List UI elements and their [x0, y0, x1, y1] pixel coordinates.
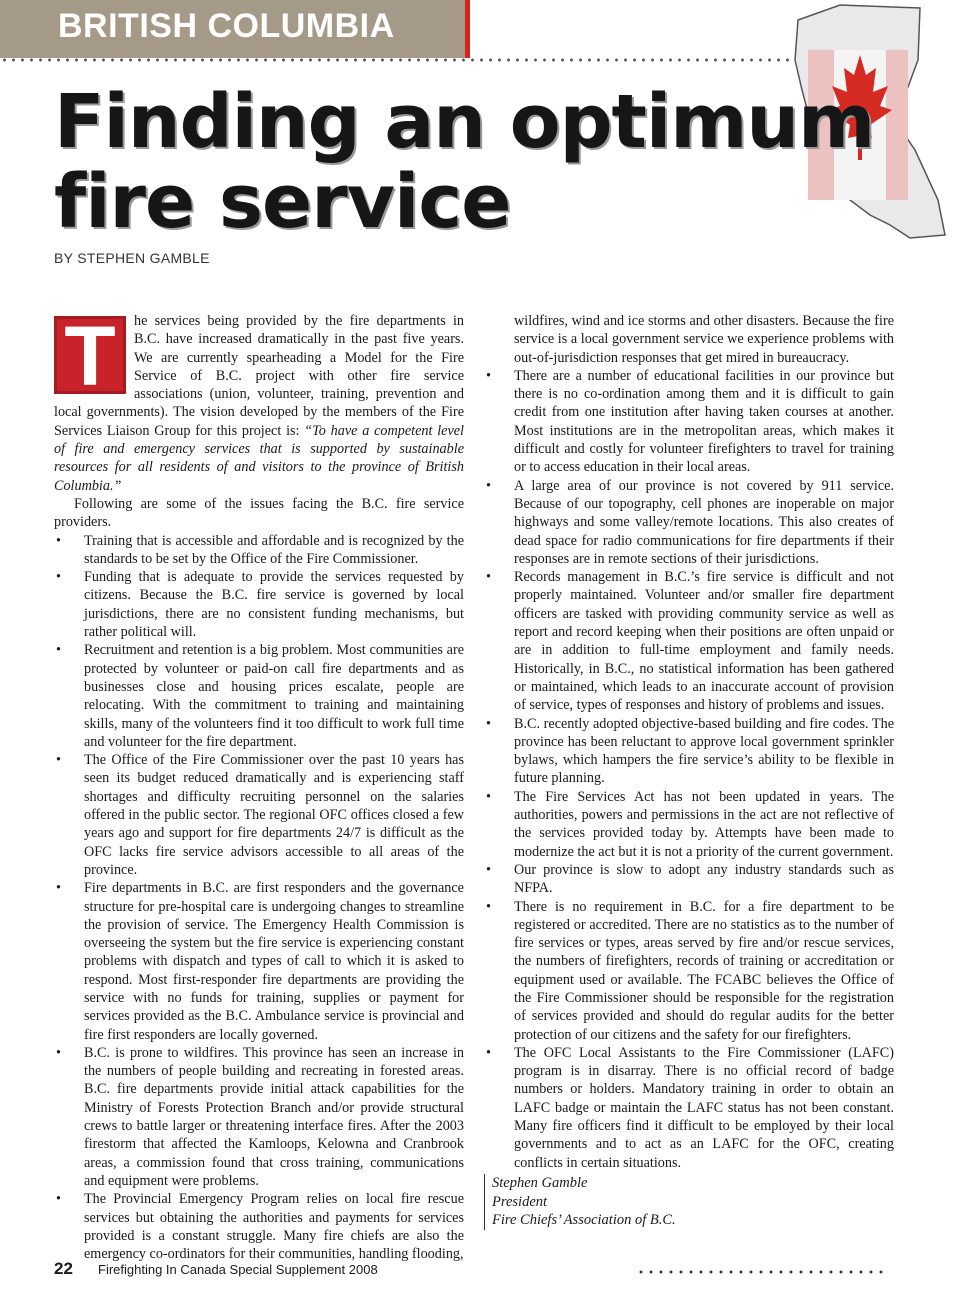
issues-list-left	[54, 532, 464, 1264]
list-item: • Recruitment and retention is a big problem. Most communities are protected by volunteer or paid-on call fire departments and as businesses close and housing prices escalate, people are relocating. With the commitment to training and maintaining skills, many of the volunteers find it too difficult to work full time and volunteer for the fire department.	[54, 641, 464, 751]
article-column-left	[54, 309, 464, 1263]
list-item: • B.C. recently adopted objective-based building and fire codes. The province has been reluctant to approve local government sprinkler bylaws, which hampers the fire service’s ability to be flexible in future planning.	[484, 715, 894, 788]
list-item: • Training that is accessible and affordable and is recognized by the standards to be set by the Office of the Fire Commissioner.	[54, 532, 464, 569]
list-item-continued: wildfires, wind and ice storms and other disasters. Because the fire service is a local government service we experience problems with out-of-jurisdiction responses that get mired in bureaucracy.	[514, 313, 894, 366]
list-item: • The Provincial Emergency Program relies on local fire rescue services but obtaining the authorities and payments for services provided is a constant struggle. Many fire chiefs are also the emergency co-ordinators for their communities, handling flooding,	[54, 1190, 464, 1263]
issues-list-right	[484, 312, 894, 1172]
headline-text: Finding an optimum fire service	[54, 79, 875, 245]
page-number: 22	[54, 1259, 73, 1278]
section-label: BRITISH COLUMBIA	[58, 7, 395, 45]
intro-paragraph-2: Following are some of the issues facing the B.C. fire service providers.	[54, 495, 464, 531]
dotted-divider	[0, 56, 820, 64]
list-item: • A large area of our province is not covered by 911 service. Because of our topography, cell phones are inoperable on major highways and some valley/remote locations. This also creates of dead space for radio communications for fire departments if their responses are in remote sections of their jurisdictions.	[484, 477, 894, 568]
publication-name: Firefighting In Canada Special Supplement 2008	[98, 1262, 378, 1277]
drop-cap: T	[54, 316, 126, 394]
intro-paragraph: T he services being provided by the fire departments in B.C. have increased dramatically in the past five years. We are currently spearheading a Model for the Fire Service of B.C. project with other fire service associations (union, volunteer, training, prevention and local governments). The vision developed by the members of the Fire Services Liaison Group for this project is: “To have a competent level of fire and emergency services that is supported by sustainable resources for all residents of and visitors to the province of British Columbia.”	[54, 309, 464, 494]
signature-name: Stephen Gamble	[492, 1175, 588, 1191]
list-item: • Fire departments in B.C. are first responders and the governance structure for pre-hospital care is undergoing changes to streamline the provision of service. The Emergency Health Commission is overseeing the system but the fire service is experiencing constant problems with dispatch and types of call to which it is asked to respond. Most first-responder fire departments are providing the service with no funds for training, supplies or payment for services provided as the B.C. Ambulance service is provincial and fire first responders are locally governed.	[54, 879, 464, 1044]
list-item: • There is no requirement in B.C. for a fire department to be registered or accredited. There are no statistics as to the number of fire services or types, areas served by fire and/or rescue services, the numbers of firefighters, records of training or accreditation or equipment used or available. The FCABC believes the Office of the Fire Commissioner should be responsible for the registration of services provided and should do regular audits for the better protection of our citizens and the safety for our firefighters.	[484, 898, 894, 1044]
footer-dotted-divider	[636, 1268, 886, 1276]
article-headline	[54, 79, 914, 245]
list-item: • There are a number of educational facilities in our province but there is no co-ordination among them and it is difficult to gain credit from one institution after having taken courses at another. Most institutions are in the metropolitan areas, which makes it difficult and costly for volunteer firefighters to travel for training or to access education in their local areas.	[484, 367, 894, 477]
list-item: • Records management in B.C.’s fire service is difficult and not properly maintained. Volunteer and/or smaller fire department officers are tasked with providing community service as well as report and record keeping when their positions are often unpaid or are in addition to full-time employment and family needs. Historically, in B.C., no statistical information has been gathered or maintained, which leads to an inaccurate account of provision of service, types of responses and history of problems and issues.	[484, 568, 894, 714]
list-item: • Funding that is adequate to provide the services requested by citizens. Because the B.C. fire service is governed by local jurisdictions, there are no consistent funding mechanisms, but rather political will.	[54, 568, 464, 641]
vision-quote: “To have a competent level of fire and emergency services that is supported by sustainable resources for all residents of and visitors to the province of British Columbia.”	[54, 422, 464, 494]
signature-title: President	[492, 1193, 548, 1210]
article-column-right	[484, 312, 894, 1172]
author-signature	[484, 1174, 676, 1230]
list-item: • The Office of the Fire Commissioner over the past 10 years has seen its budget reduced dramatically and is experiencing staff shortages and difficulty recruiting personnel on the salaries offered in the public sector. The regional OFC offices closed a few years ago and support for fire departments 24/7 is difficult as the OFC lacks fire service advisors accessible to all areas of the province.	[54, 751, 464, 879]
byline: BY STEPHEN GAMBLE	[54, 250, 210, 266]
list-item: • Our province is slow to adopt any industry standards such as NFPA.	[484, 861, 894, 898]
signature-org: Fire Chiefs’ Association of B.C.	[492, 1212, 676, 1228]
list-item: • The OFC Local Assistants to the Fire Commissioner (LAFC) program is in disarray. There is no official record of badge numbers or holders. Mandatory training in order to obtain an LAFC badge or maintain the LAFC status has not been constant. Many fire officers find it difficult to be employed by their local governments and to act as an LAFC for the OFC, creating conflicts in certain situations.	[484, 1044, 894, 1172]
section-tab	[0, 0, 470, 58]
list-item: • B.C. is prone to wildfires. This province has seen an increase in the numbers of people building and recreating in forested areas. B.C. fire departments provide initial attack capabilities for the Ministry of Forests Protection Branch and/or provide structural crews to battle larger or threatening interface fires. After the 2003 firestorm that affected the Kamloops, Kelowna and Cranbrook areas, a commission found that cross training, communications and equipment were problems.	[54, 1044, 464, 1190]
list-item: • The Fire Services Act has not been updated in years. The authorities, powers and permissions in the act are not reflective of the services provided today by. Attempts have been made to modernize the act but it is not a priority of the current government.	[484, 788, 894, 861]
